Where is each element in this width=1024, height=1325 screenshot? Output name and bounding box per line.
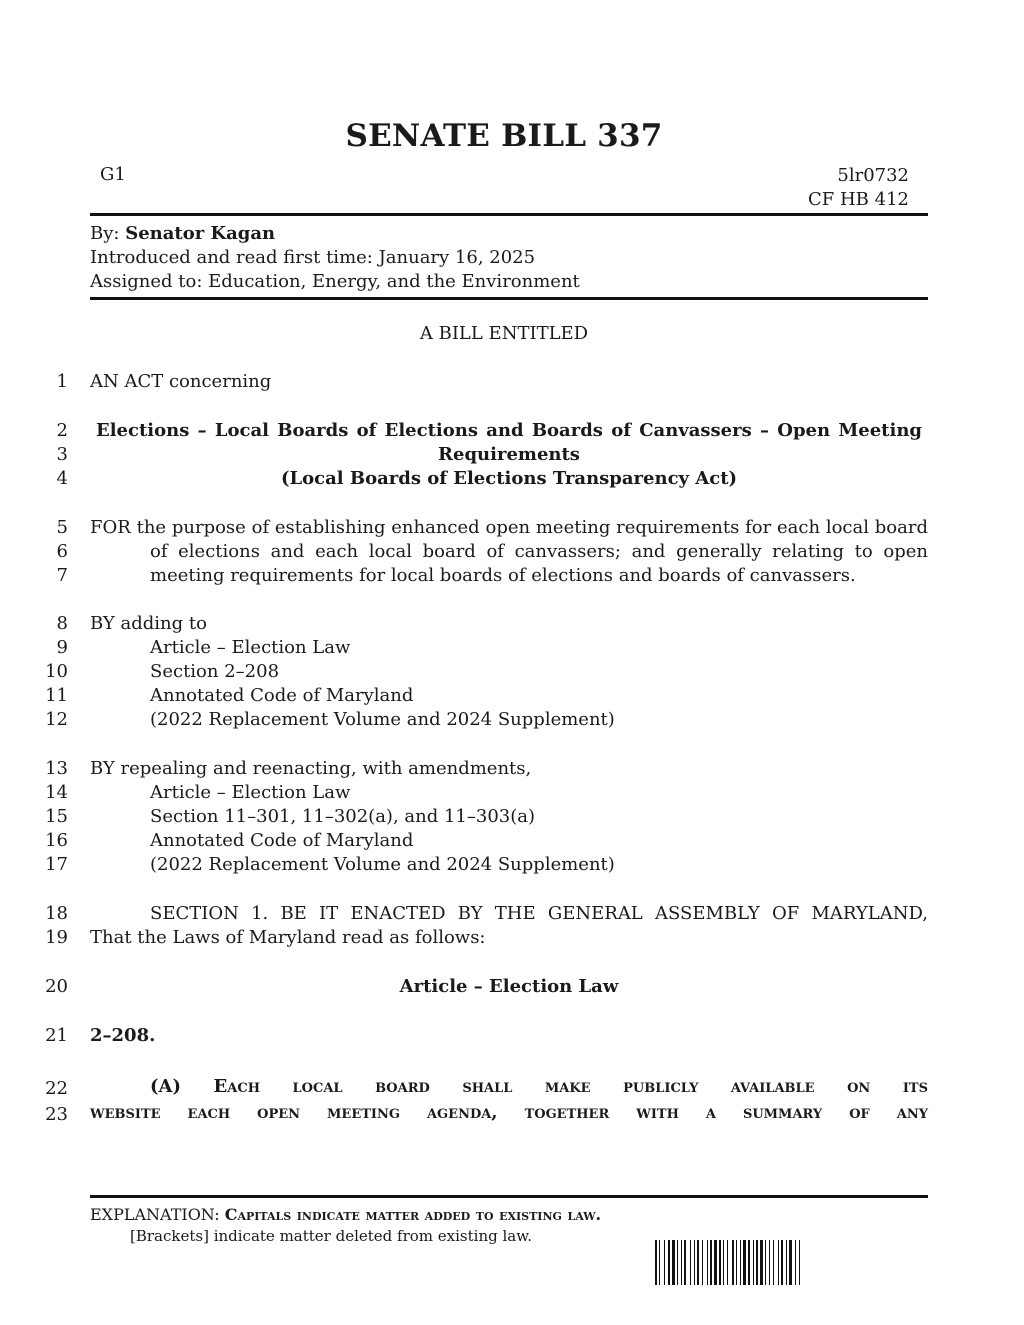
barcode-bar [664,1240,665,1285]
barcode-bar [714,1240,717,1285]
barcode-bar [681,1240,682,1285]
footer-divider [90,1195,928,1198]
line-number: 4 [56,468,68,489]
by-repealing: BY repealing and reenacting, with amendments, [90,758,532,779]
line-number: 2 [56,420,68,441]
line-number: 10 [45,661,68,682]
barcode-bar [765,1240,766,1285]
barcode-bar [677,1240,678,1285]
barcode-bar [753,1240,754,1285]
barcode-bar [769,1240,770,1285]
citation-line: Section 2–208 [150,661,280,682]
barcode-bar [719,1240,721,1285]
explanation-caps: Capitals indicate matter added to existing law. [224,1205,602,1224]
barcode-bar [756,1240,758,1285]
line-number: 1 [56,371,68,392]
line-number: 14 [45,782,68,803]
line-number: 11 [45,685,68,706]
barcode-bar [690,1240,691,1285]
bill-title: SENATE BILL 337 [345,118,663,154]
enacting-clause: That the Laws of Maryland read as follows: [90,927,486,948]
citation-line: (2022 Replacement Volume and 2024 Supplement) [150,709,615,730]
line-number: 17 [45,854,68,875]
line-number: 15 [45,806,68,827]
barcode-bar [727,1240,728,1285]
line-number: 22 [45,1078,68,1099]
citation-line: Article – Election Law [150,637,351,658]
line-number: 5 [56,517,68,538]
sponsor-line [90,222,580,246]
by-label: By: [90,223,120,244]
barcode-bar [668,1240,670,1285]
barcode-bar [786,1240,787,1285]
barcode-bar [702,1240,703,1285]
barcode-bar [773,1240,774,1285]
act-short-title: (Local Boards of Elections Transparency Act) [280,468,738,489]
barcode-bar [736,1240,737,1285]
explanation-label: EXPLANATION: [90,1205,220,1224]
barcode-bar [799,1240,800,1285]
barcode-bar [672,1240,675,1285]
act-title-line: Requirements [438,444,580,465]
line-number: 7 [56,565,68,586]
line-number: 19 [45,927,68,948]
barcode-bar [723,1240,724,1285]
explanation-line [90,1205,601,1224]
citation-line: Annotated Code of Maryland [150,685,414,706]
purpose-line: FOR the purpose of establishing enhanced open meeting requirements for each local board [90,517,928,538]
act-title-line: Elections – Local Boards of Elections and Boards of Canvassers – Open Meeting [96,420,922,441]
barcode-bar [732,1240,734,1285]
purpose-line: meeting requirements for local boards of elections and boards of canvassers. [150,565,856,586]
barcode-bar [760,1240,763,1285]
barcode-bar [684,1240,686,1285]
line-number: 3 [56,444,68,465]
new-law-text: (A) Each local board shall make publicly available on its [150,1076,928,1097]
barcode-bar [694,1240,695,1285]
introduced-line: Introduced and read first time: January 16, 2025 [90,247,536,268]
barcode-icon [655,1240,905,1285]
enacting-clause: SECTION 1. BE IT ENACTED BY THE GENERAL ASSEMBLY OF MARYLAND, [150,903,928,924]
citation-line: Annotated Code of Maryland [150,830,414,851]
bill-entitled: A BILL ENTITLED [419,323,589,344]
citation-line: Section 11–301, 11–302(a), and 11–303(a) [150,806,535,827]
article-heading: Article – Election Law [399,976,619,997]
line-number: 13 [45,758,68,779]
barcode-bar [789,1240,792,1285]
barcode-bar [743,1240,746,1285]
assigned-line: Assigned to: Education, Energy, and the Environment [90,271,580,292]
section-number: 2–208. [90,1025,156,1046]
line-number: 16 [45,830,68,851]
line-number: 20 [45,976,68,997]
line-number: 9 [56,637,68,658]
barcode-bar [655,1240,657,1285]
sponsor-name: Senator Kagan [125,223,276,244]
cross-file: CF HB 412 [808,189,909,210]
citation-line: Article – Election Law [150,782,351,803]
barcode-bar [740,1240,741,1285]
line-number: 23 [45,1104,68,1125]
document-number-block [808,164,909,212]
line-number: 18 [45,903,68,924]
barcode-bar [659,1240,660,1285]
by-adding: BY adding to [90,613,207,634]
line-number: 8 [56,613,68,634]
header-divider [90,213,928,216]
document-number: 5lr0732 [837,165,909,186]
barcode-bar [697,1240,699,1285]
subject-code: G1 [100,164,126,185]
act-concerning: AN ACT concerning [90,371,272,392]
new-law-text: website each open meeting agenda, together with a summary of any [90,1102,928,1123]
barcode-bar [781,1240,783,1285]
line-number: 6 [56,541,68,562]
barcode-bar [710,1240,712,1285]
line-number: 12 [45,709,68,730]
sponsor-block [90,222,580,294]
line-number: 21 [45,1025,68,1046]
barcode-bar [707,1240,708,1285]
citation-line: (2022 Replacement Volume and 2024 Supplement) [150,854,615,875]
brackets-explanation: [Brackets] indicate matter deleted from existing law. [130,1227,533,1245]
barcode-bar [778,1240,779,1285]
sponsor-divider [90,297,928,300]
purpose-line: of elections and each local board of canvassers; and generally relating to open [150,541,928,562]
barcode-bar [748,1240,750,1285]
barcode-bar [795,1240,796,1285]
